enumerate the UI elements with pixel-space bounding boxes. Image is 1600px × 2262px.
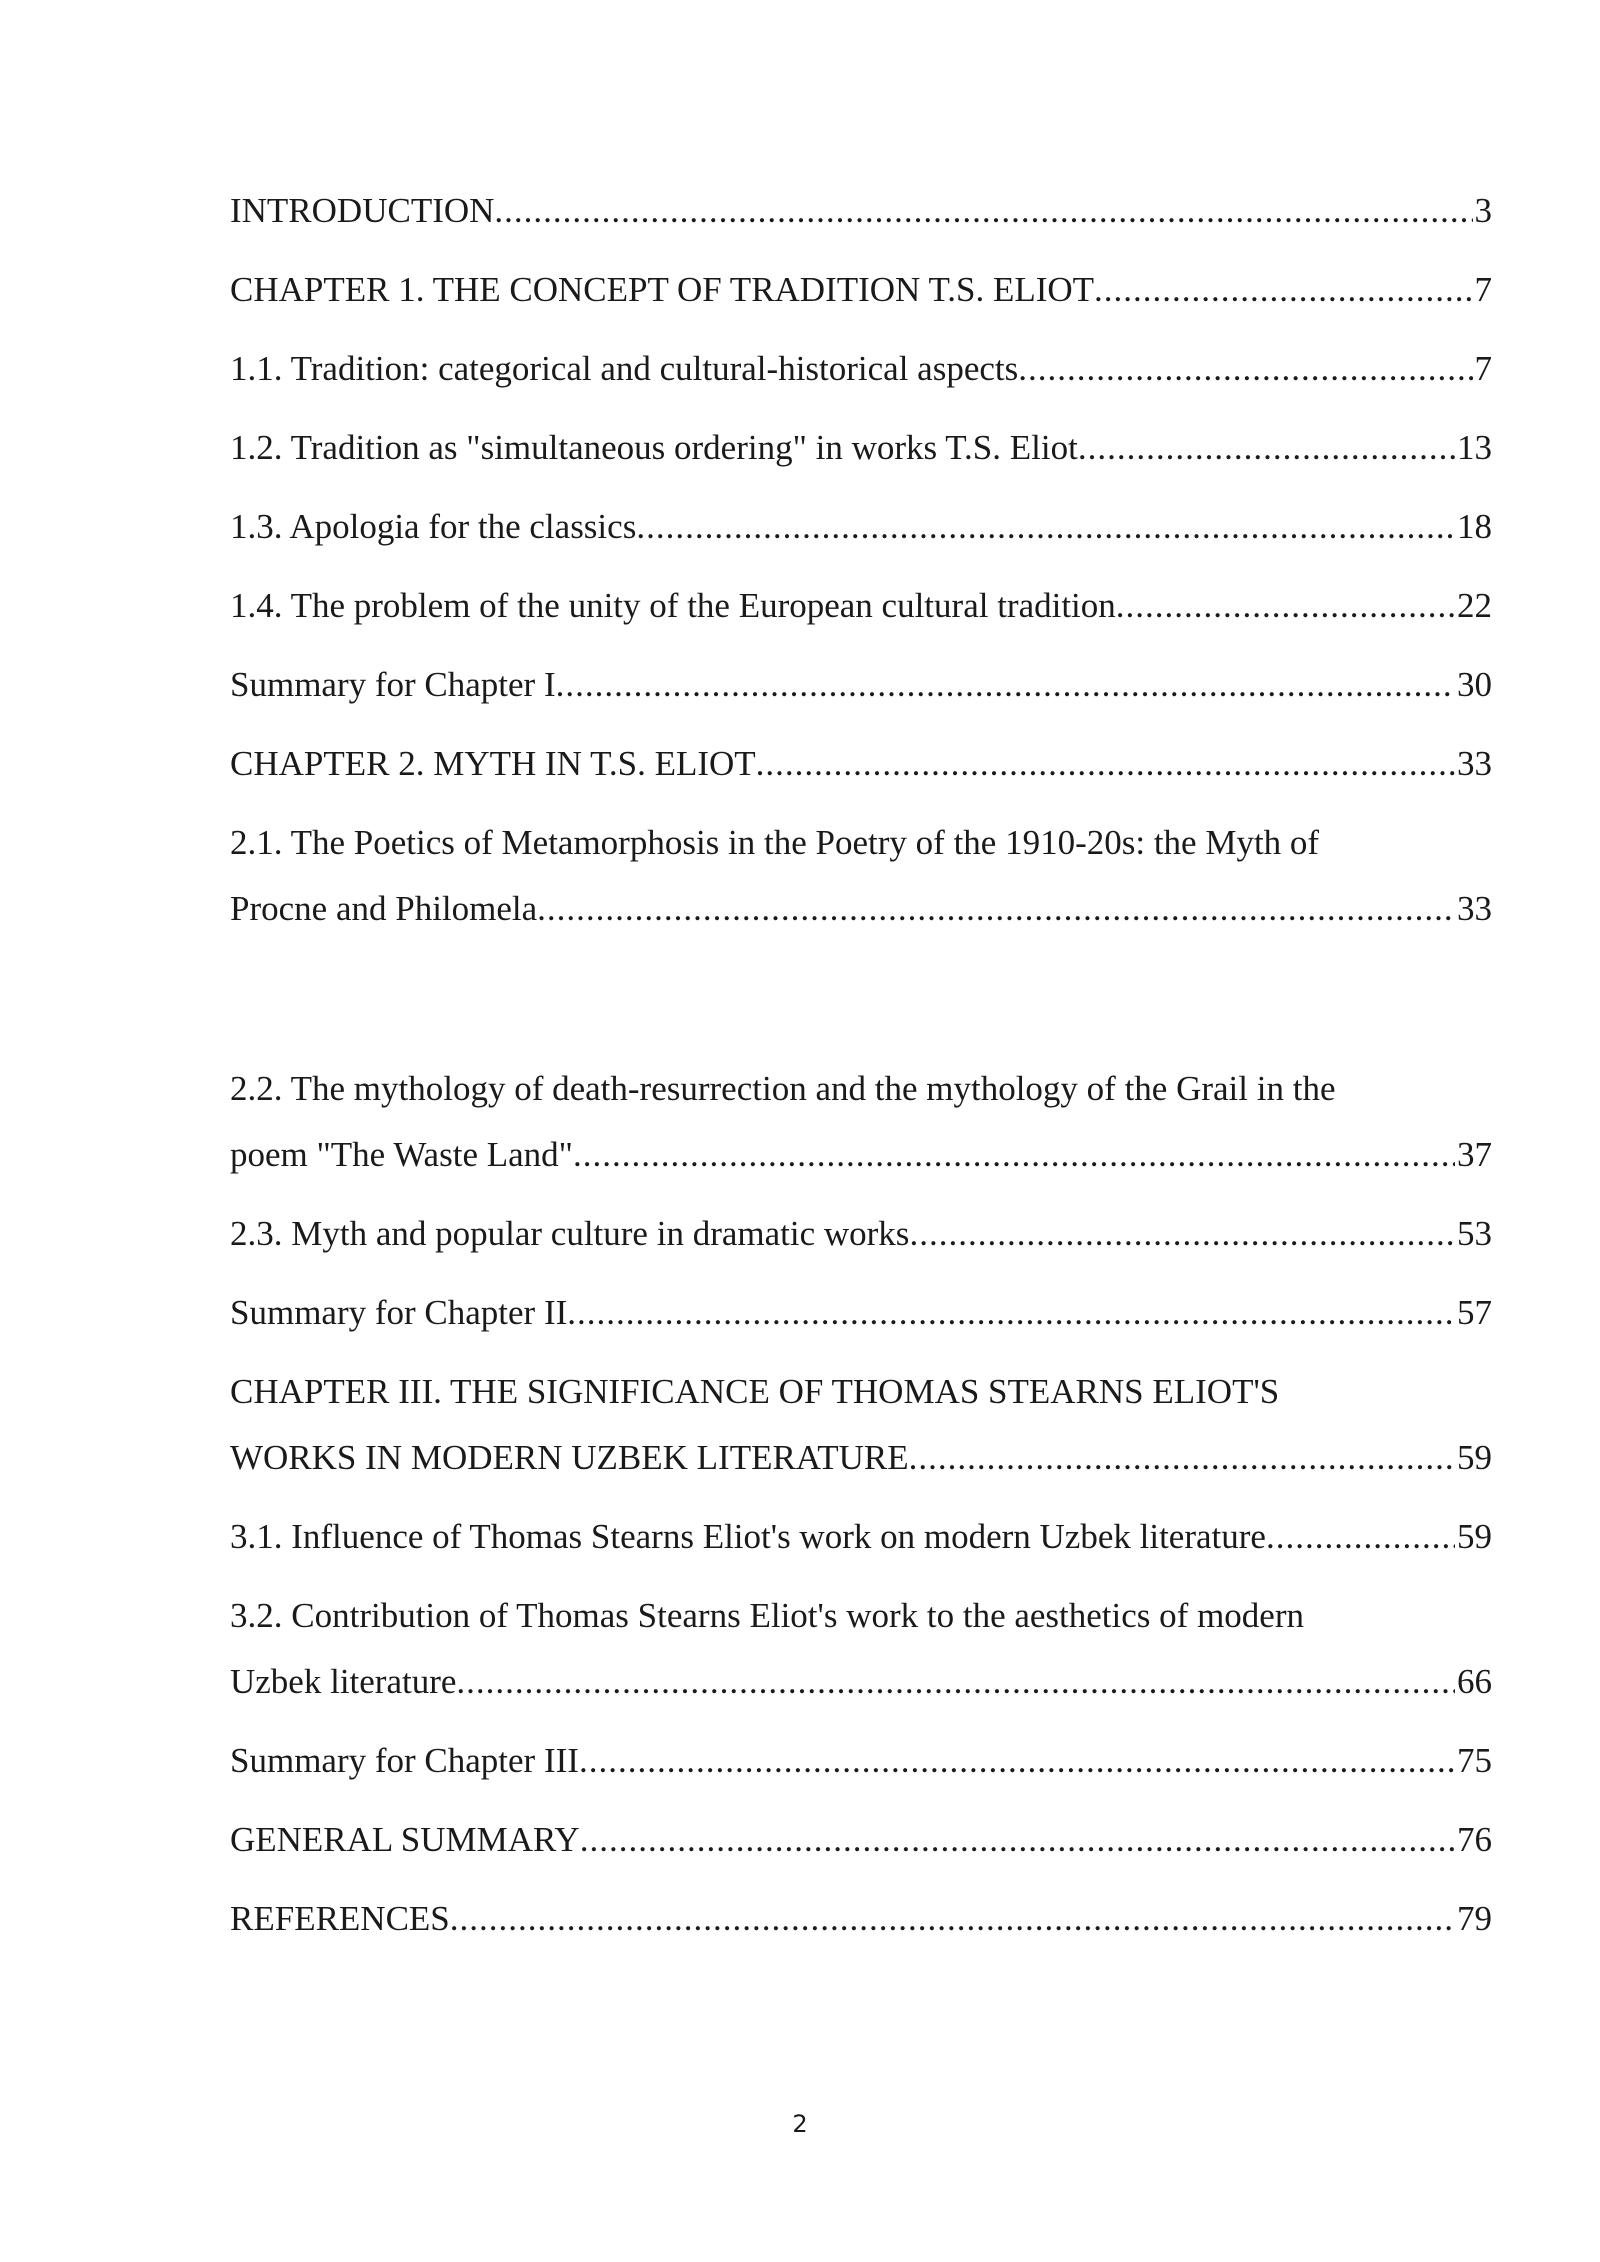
toc-entry-title: 2.3. Myth and popular culture in dramatic works <box>230 1214 910 1253</box>
toc-entry-chapter-3 <box>230 1359 1492 1491</box>
toc-entry-1-1 <box>230 336 1492 402</box>
dot-leader <box>756 731 1455 797</box>
toc-entry-general-summary <box>230 1807 1492 1873</box>
toc-page-number: 3 <box>1474 191 1492 230</box>
toc-page-number: 13 <box>1457 428 1492 467</box>
dot-leader <box>494 178 1472 244</box>
dot-leader <box>450 1886 1455 1952</box>
toc-page-number: 33 <box>1457 889 1492 928</box>
toc-entry-title: 1.1. Tradition: categorical and cultural-historical aspects <box>230 349 1019 388</box>
toc-page-number: 18 <box>1457 507 1492 546</box>
toc-entry-title-line: 2.2. The mythology of death-resurrection and the mythology of the Grail in the <box>230 1069 1336 1108</box>
toc-entry-chapter-2 <box>230 731 1492 797</box>
toc-page-number: 59 <box>1457 1438 1492 1477</box>
toc-entry-title: REFERENCES <box>230 1899 450 1938</box>
toc-entry-2-2 <box>230 1056 1492 1188</box>
dot-leader <box>579 1728 1455 1794</box>
toc-page-number: 66 <box>1457 1662 1492 1701</box>
toc-entry-title-line: CHAPTER III. THE SIGNIFICANCE OF THOMAS STEARNS ELIOT'S <box>230 1372 1280 1411</box>
toc-entry-title: CHAPTER 1. THE CONCEPT OF TRADITION T.S. ELIOT <box>230 270 1095 309</box>
toc-page-number: 33 <box>1457 744 1492 783</box>
toc-page-number: 22 <box>1457 586 1492 625</box>
toc-entry-title: poem "The Waste Land" <box>230 1135 573 1174</box>
dot-leader <box>580 1807 1455 1873</box>
toc-entry-title: Uzbek literature <box>230 1662 457 1701</box>
toc-entry-title: CHAPTER 2. MYTH IN T.S. ELIOT <box>230 744 756 783</box>
toc-page-number: 79 <box>1457 1899 1492 1938</box>
toc-entry-3-2 <box>230 1583 1492 1715</box>
toc-page-number: 7 <box>1474 349 1492 388</box>
toc-entry-1-3 <box>230 494 1492 560</box>
toc-entry-summary-chapter-3 <box>230 1728 1492 1794</box>
toc-entry-references <box>230 1886 1492 1952</box>
toc-entry-title: Procne and Philomela <box>230 889 538 928</box>
toc-entry-introduction <box>230 178 1492 244</box>
toc-entry-title: Summary for Chapter I <box>230 665 556 704</box>
dot-leader <box>636 494 1455 560</box>
toc-page-number: 37 <box>1457 1135 1492 1174</box>
toc-page-number: 57 <box>1457 1293 1492 1332</box>
toc-entry-chapter-1 <box>230 257 1492 323</box>
toc-entry-title: GENERAL SUMMARY <box>230 1820 580 1859</box>
dot-leader <box>1094 257 1472 323</box>
dot-leader <box>1116 573 1455 639</box>
toc-entry-2-1 <box>230 810 1492 942</box>
toc-entry-title: Summary for Chapter III <box>230 1741 579 1780</box>
toc-entry-title: WORKS IN MODERN UZBEK LITERATURE <box>230 1438 909 1477</box>
page-number-footer: 2 <box>792 2110 808 2138</box>
toc-entry-1-4 <box>230 573 1492 639</box>
table-of-contents <box>230 178 1492 1965</box>
dot-leader <box>567 1280 1455 1346</box>
dot-leader <box>573 1122 1455 1188</box>
dot-leader <box>909 1201 1455 1267</box>
dot-leader <box>909 1425 1455 1491</box>
toc-entry-title: 3.1. Influence of Thomas Stearns Eliot's work on modern Uzbek literature <box>230 1517 1266 1556</box>
toc-entry-title: Summary for Chapter II <box>230 1293 568 1332</box>
dot-leader <box>456 1649 1455 1715</box>
toc-entry-2-3 <box>230 1201 1492 1267</box>
toc-entry-1-2 <box>230 415 1492 481</box>
toc-page-number: 30 <box>1457 665 1492 704</box>
dot-leader <box>537 876 1455 942</box>
toc-entry-3-1 <box>230 1504 1492 1570</box>
toc-page-number: 59 <box>1457 1517 1492 1556</box>
toc-entry-summary-chapter-1 <box>230 652 1492 718</box>
toc-page-number: 76 <box>1457 1820 1492 1859</box>
toc-entry-title-line: 3.2. Contribution of Thomas Stearns Eliot's work to the aesthetics of modern <box>230 1596 1304 1635</box>
toc-entry-title-line: 2.1. The Poetics of Metamorphosis in the Poetry of the 1910-20s: the Myth of <box>230 823 1320 862</box>
dot-leader <box>556 652 1455 718</box>
toc-entry-title: 1.2. Tradition as "simultaneous ordering" in works T.S. Eliot <box>230 428 1078 467</box>
toc-entry-title: 1.3. Apologia for the classics <box>230 507 637 546</box>
toc-page-number: 53 <box>1457 1214 1492 1253</box>
toc-page-number: 7 <box>1474 270 1492 309</box>
toc-entry-summary-chapter-2 <box>230 1280 1492 1346</box>
toc-page-number: 75 <box>1457 1741 1492 1780</box>
toc-entry-title: INTRODUCTION <box>230 191 495 230</box>
toc-entry-title: 1.4. The problem of the unity of the European cultural tradition <box>230 586 1116 625</box>
dot-leader <box>1078 415 1455 481</box>
dot-leader <box>1018 336 1472 402</box>
dot-leader <box>1266 1504 1455 1570</box>
